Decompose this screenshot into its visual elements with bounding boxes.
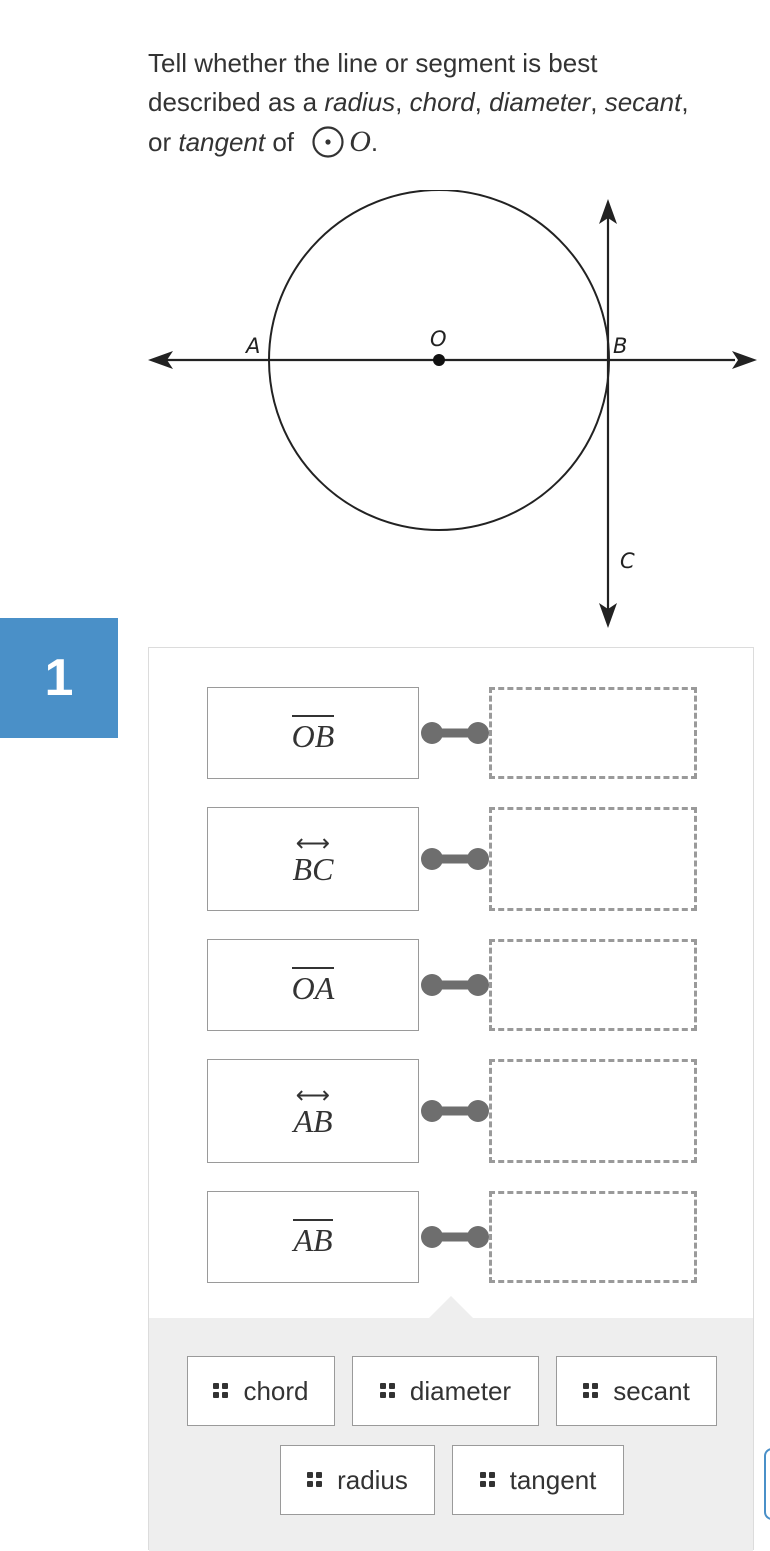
prompt-text: or — [148, 127, 179, 157]
drop-zone[interactable] — [489, 687, 697, 779]
stem-letters: BC — [292, 850, 334, 887]
drop-zone[interactable] — [489, 1059, 697, 1163]
match-stem-bc — [207, 807, 419, 911]
overline-bar — [292, 715, 335, 717]
term-chord: chord — [409, 87, 475, 117]
stem-letters: OB — [291, 717, 335, 754]
circle-diagram — [145, 190, 760, 635]
overline-bar — [292, 967, 335, 969]
term-diameter: diameter — [489, 87, 591, 117]
line-bc-shape — [599, 199, 617, 628]
segment-notation — [292, 967, 335, 1004]
drag-handle-icon — [213, 1383, 229, 1399]
double-arrow-icon: ⟷ — [295, 1081, 331, 1110]
choice-tile-tangent[interactable] — [452, 1445, 624, 1515]
choice-tile-diameter[interactable] — [352, 1356, 539, 1426]
line-notation — [293, 1081, 333, 1139]
choice-label: radius — [337, 1464, 408, 1495]
answer-tray — [149, 1318, 753, 1551]
label-c: C — [620, 549, 635, 573]
choice-label: secant — [613, 1375, 690, 1406]
tray-pointer — [429, 1296, 473, 1318]
connector-icon — [420, 972, 490, 998]
drag-handle-icon — [583, 1383, 599, 1399]
circle-name: O — [349, 125, 371, 158]
prompt-separator: , — [681, 87, 689, 117]
drop-zone[interactable] — [489, 807, 697, 911]
stem-letters: OA — [291, 969, 335, 1006]
choice-tile-radius[interactable] — [280, 1445, 435, 1515]
prompt-line-3 — [148, 122, 748, 170]
drag-handle-icon — [480, 1472, 496, 1488]
match-stem-ab-line — [207, 1059, 419, 1163]
term-secant: secant — [604, 87, 682, 117]
center-point-o — [433, 354, 445, 366]
choice-label: chord — [243, 1375, 309, 1406]
choice-tile-chord[interactable] — [187, 1356, 335, 1426]
prompt-separator: , — [395, 87, 410, 117]
term-tangent: tangent — [178, 127, 266, 157]
drag-handle-icon — [380, 1383, 396, 1399]
match-stem-ab-segment — [207, 1191, 419, 1283]
question-number-badge: 1 — [0, 618, 118, 738]
label-o: O — [430, 327, 447, 351]
choice-tile-secant[interactable] — [556, 1356, 717, 1426]
prompt-line-2 — [148, 83, 748, 122]
circle-symbol-icon — [311, 125, 345, 170]
connector-icon — [420, 1098, 490, 1124]
label-a: A — [246, 334, 261, 358]
prompt-separator: , — [474, 87, 490, 117]
connector-icon — [420, 720, 490, 746]
prompt-period: . — [370, 127, 379, 157]
question-prompt — [148, 44, 748, 170]
segment-notation — [293, 1219, 332, 1256]
double-arrow-icon: ⟷ — [295, 829, 331, 858]
connector-icon — [420, 846, 490, 872]
overline-bar — [293, 1219, 332, 1221]
line-notation — [292, 829, 334, 887]
connector-icon — [420, 1224, 490, 1250]
stem-letters: AB — [293, 1102, 333, 1139]
prompt-line-1: Tell whether the line or segment is best — [148, 48, 598, 78]
drop-zone[interactable] — [489, 1191, 697, 1283]
segment-notation — [292, 715, 335, 752]
line-ab-shape — [148, 351, 757, 369]
match-stem-ob — [207, 687, 419, 779]
stem-letters: AB — [293, 1221, 333, 1258]
prompt-text: of — [265, 127, 302, 157]
choice-label: tangent — [509, 1464, 597, 1495]
drop-zone[interactable] — [489, 939, 697, 1031]
drag-handle-icon — [307, 1472, 323, 1488]
matching-panel — [148, 647, 754, 1550]
prompt-separator: , — [590, 87, 605, 117]
prompt-text: described as a — [148, 87, 325, 117]
term-radius: radius — [324, 87, 396, 117]
choice-label: diameter — [409, 1375, 512, 1406]
match-stem-oa — [207, 939, 419, 1031]
label-b: B — [613, 334, 628, 358]
side-panel-tab[interactable] — [764, 1448, 770, 1520]
